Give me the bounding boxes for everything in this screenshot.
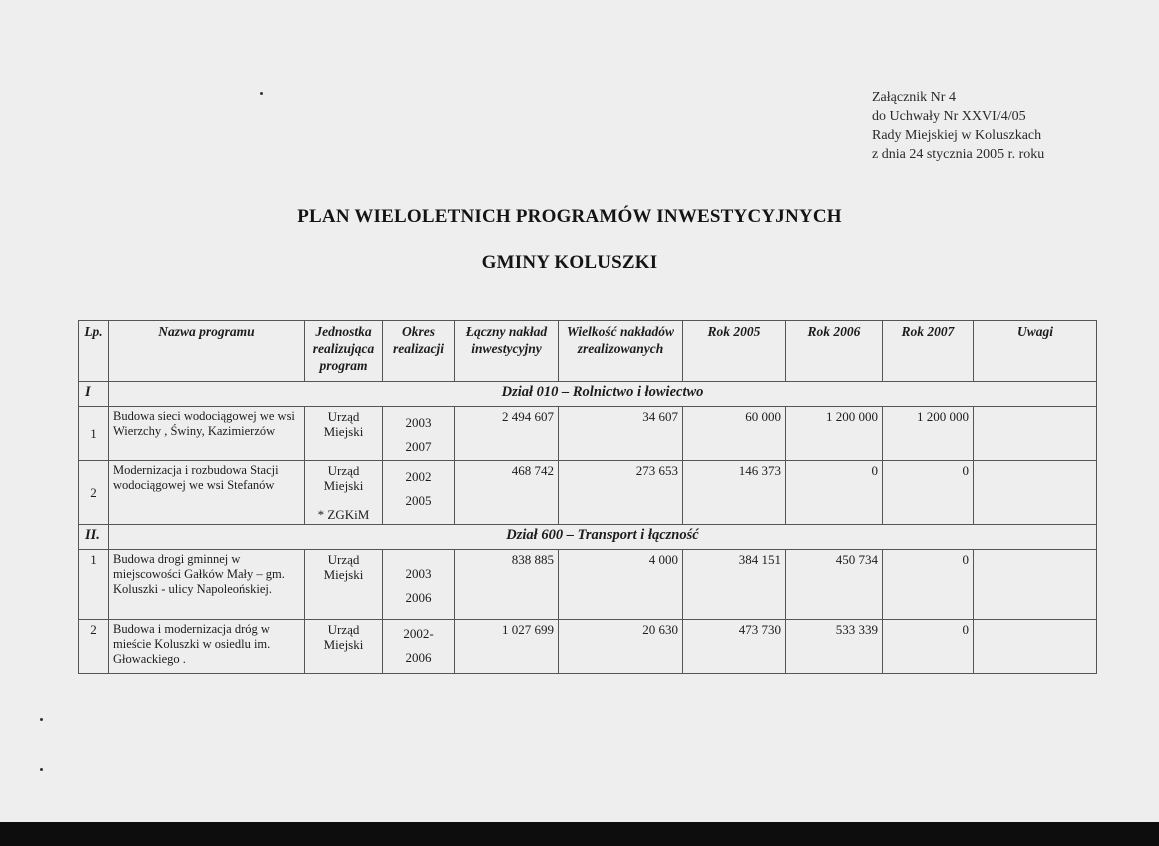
header-2005: Rok 2005 — [683, 321, 786, 382]
row-unit-text: Urząd Miejski — [323, 622, 364, 652]
row-name: Budowa i modernizacja dróg w mieście Koluszki w osiedlu im. Głowackiego . — [109, 620, 305, 674]
investment-table — [78, 320, 1097, 674]
header-row — [79, 321, 1097, 382]
row-lp: 2 — [79, 461, 109, 525]
row-period — [383, 620, 455, 674]
header-total: Łączny nakład inwestycyjny — [455, 321, 559, 382]
row-total: 2 494 607 — [455, 407, 559, 461]
header-2007: Rok 2007 — [883, 321, 974, 382]
row-unit-text: Urząd Miejski — [323, 463, 364, 493]
header-lp: Lp. — [79, 321, 109, 382]
row-unit — [305, 620, 383, 674]
period-end: 2006 — [405, 590, 432, 605]
row-name: Budowa sieci wodociągowej we wsi Wierzchy , Świny, Kazimierzów — [109, 407, 305, 461]
row-name: Modernizacja i rozbudowa Stacji wodociągowej we wsi Stefanów — [109, 461, 305, 525]
header-unit: Jednostka realizująca program — [305, 321, 383, 382]
row-2005: 473 730 — [683, 620, 786, 674]
row-period — [383, 550, 455, 620]
row-total: 1 027 699 — [455, 620, 559, 674]
row-lp: 1 — [79, 550, 109, 620]
row-notes — [974, 620, 1097, 674]
row-2006: 1 200 000 — [786, 407, 883, 461]
scan-speck — [260, 92, 263, 95]
table-row — [79, 620, 1097, 674]
row-name: Budowa drogi gminnej w miejscowości Gałków Mały – gm. Koluszki - ulicy Napoleońskiej. — [109, 550, 305, 620]
header-2006: Rok 2006 — [786, 321, 883, 382]
row-2007: 0 — [883, 620, 974, 674]
document-title: PLAN WIELOLETNICH PROGRAMÓW INWESTYCYJNYCH — [297, 206, 842, 227]
row-realized: 34 607 — [559, 407, 683, 461]
section-number: II. — [79, 525, 109, 550]
period-start: 2002- — [403, 626, 434, 641]
row-unit — [305, 550, 383, 620]
period-start: 2002 — [405, 469, 432, 484]
row-unit — [305, 407, 383, 461]
row-2007: 0 — [883, 550, 974, 620]
scan-speck — [40, 718, 43, 721]
annex-line: z dnia 24 stycznia 2005 r. roku — [872, 147, 1045, 162]
section-row — [79, 382, 1097, 407]
row-lp: 2 — [79, 620, 109, 674]
row-lp: 1 — [79, 407, 109, 461]
row-2006: 0 — [786, 461, 883, 525]
row-period — [383, 461, 455, 525]
row-2006: 533 339 — [786, 620, 883, 674]
annex-note — [872, 88, 1044, 164]
row-2005: 146 373 — [683, 461, 786, 525]
row-total: 468 742 — [455, 461, 559, 525]
annex-line: do Uchwały Nr XXVI/4/05 — [872, 109, 1026, 124]
row-unit-text: Urząd Miejski — [323, 552, 364, 582]
header-period: Okres realizacji — [383, 321, 455, 382]
period-end: 2007 — [405, 439, 432, 454]
row-unit-text: Urząd Miejski — [323, 409, 364, 439]
row-total: 838 885 — [455, 550, 559, 620]
scan-speck — [40, 768, 43, 771]
annex-line: Załącznik Nr 4 — [872, 90, 956, 105]
section-title: Dział 010 – Rolnictwo i łowiectwo — [109, 382, 1097, 407]
row-notes — [974, 461, 1097, 525]
row-period — [383, 407, 455, 461]
scan-border — [0, 822, 1159, 846]
table-row — [79, 461, 1097, 525]
period-start: 2003 — [405, 415, 432, 430]
section-title: Dział 600 – Transport i łączność — [109, 525, 1097, 550]
row-realized: 273 653 — [559, 461, 683, 525]
row-2005: 384 151 — [683, 550, 786, 620]
row-notes — [974, 407, 1097, 461]
annex-line: Rady Miejskiej w Koluszkach — [872, 128, 1042, 143]
table-row — [79, 407, 1097, 461]
table-row — [79, 550, 1097, 620]
row-2005: 60 000 — [683, 407, 786, 461]
row-unit — [305, 461, 383, 525]
row-realized: 4 000 — [559, 550, 683, 620]
header-notes: Uwagi — [974, 321, 1097, 382]
row-unit-note: * ZGKiM — [317, 507, 370, 522]
section-number: I — [79, 382, 109, 407]
period-start: 2003 — [405, 566, 432, 581]
header-name: Nazwa programu — [109, 321, 305, 382]
row-notes — [974, 550, 1097, 620]
document-subtitle: GMINY KOLUSZKI — [481, 252, 658, 273]
row-2007: 0 — [883, 461, 974, 525]
row-realized: 20 630 — [559, 620, 683, 674]
section-row — [79, 525, 1097, 550]
period-end: 2006 — [405, 650, 432, 665]
row-2006: 450 734 — [786, 550, 883, 620]
header-realized: Wielkość nakładów zrealizowanych — [559, 321, 683, 382]
row-2007: 1 200 000 — [883, 407, 974, 461]
period-end: 2005 — [405, 493, 432, 508]
